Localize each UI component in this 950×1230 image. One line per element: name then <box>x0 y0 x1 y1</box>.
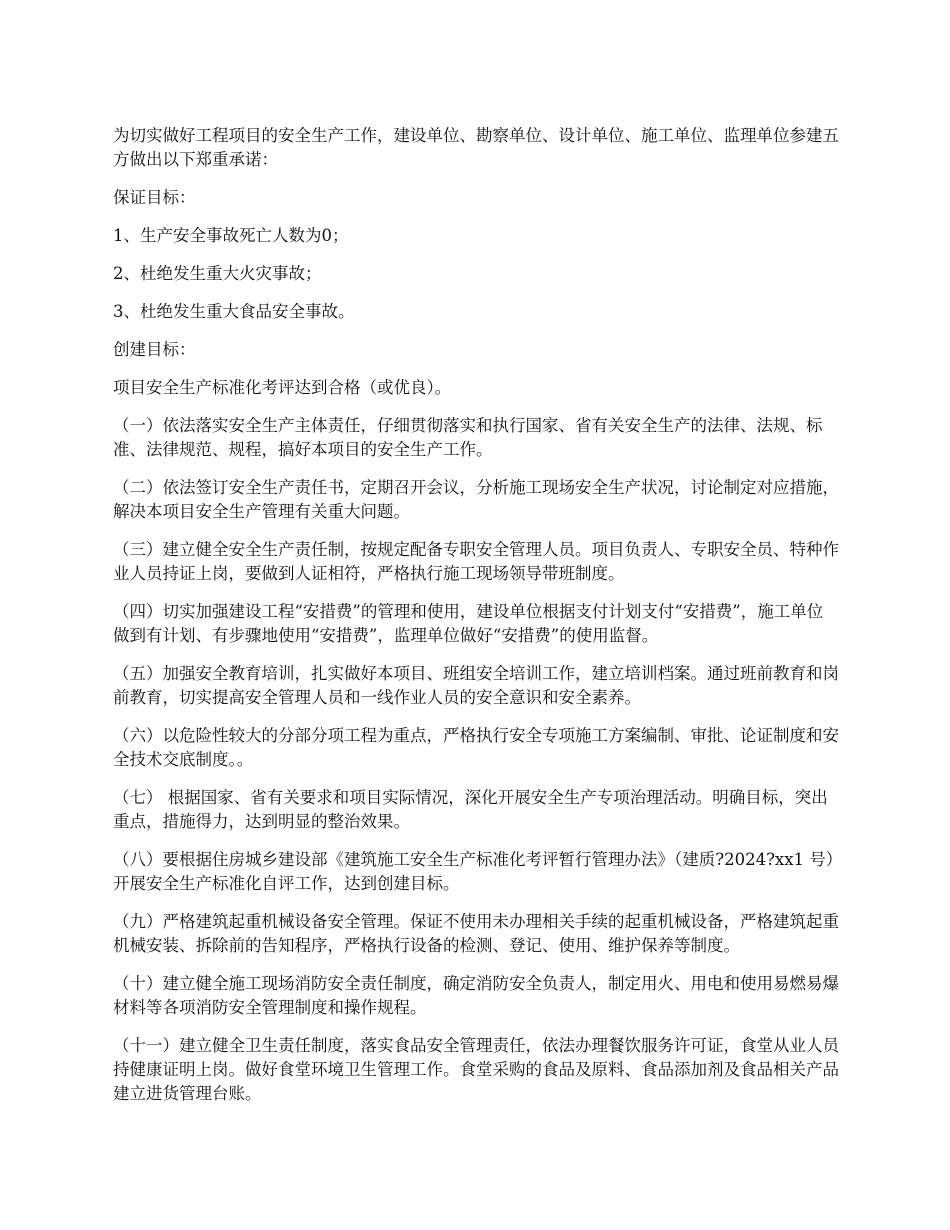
creation-goals-heading: 创建目标： <box>113 340 196 359</box>
document-body <box>113 124 839 1120</box>
clause-10: （十）建立健全施工现场消防安全责任制度，确定消防安全负责人，制定用火、用电和使用易燃易爆材料等各项消防安全管理制度和操作规程。 <box>113 974 839 1017</box>
clause-1: （一）依法落实安全生产主体责任，仔细贯彻落实和执行国家、省有关安全生产的法律、法规、标准、法律规范、规程，搞好本项目的安全生产工作。 <box>113 416 823 459</box>
clause-3: （三）建立健全安全生产责任制，按规定配备专职安全管理人员。项目负责人、专职安全员、特种作业人员持证上岗，要做到人证相符，严格执行施工现场领导带班制度。 <box>113 540 839 583</box>
clause-8: （八）要根据住房城乡建设部《建筑施工安全生产标准化考评暂行管理办法》（建质?2024?xx1 号）开展安全生产标准化自评工作，达到创建目标。 <box>113 850 835 893</box>
clause-7: （七） 根据国家、省有关要求和项目实际情况，深化开展安全生产专项治理活动。明确目标，突出重点，措施得力，达到明显的整治效果。 <box>113 788 828 831</box>
goal-item-3: 3、杜绝发生重大食品安全事故。 <box>113 302 355 321</box>
guarantee-goals-heading: 保证目标： <box>113 188 196 207</box>
clause-6: （六）以危险性较大的分部分项工程为重点，严格执行安全专项施工方案编制、审批、论证制度和安全技术交底制度。。 <box>113 726 839 769</box>
creation-goal-text: 项目安全生产标准化考评达到合格（或优良）。 <box>113 378 452 397</box>
clause-4: （四）切实加强建设工程“安措费”的管理和使用，建设单位根据支付计划支付“安措费”，施工单位做到有计划、有步骤地使用“安措费”，监理单位做好“安措费”的使用监督。 <box>113 602 824 645</box>
clause-2: （二）依法签订安全生产责任书，定期召开会议，分析施工现场安全生产状况，讨论制定对应措施，解决本项目安全生产管理有关重大问题。 <box>113 478 839 521</box>
clause-11: （十一）建立健全卫生责任制度，落实食品安全管理责任，依法办理餐饮服务许可证，食堂从业人员持健康证明上岗。做好食堂环境卫生管理工作。食堂采购的食品及原料、食品添加剂及食品相关产品建立进货管理台账。 <box>113 1036 839 1103</box>
goal-item-2: 2、杜绝发生重大火灾事故； <box>113 264 322 283</box>
intro-paragraph: 为切实做好工程项目的安全生产工作，建设单位、勘察单位、设计单位、施工单位、监理单位参建五方做出以下郑重承诺： <box>113 126 839 169</box>
goal-item-1: 1、生产安全事故死亡人数为0； <box>113 226 349 245</box>
clause-5: （五）加强安全教育培训，扎实做好本项目、班组安全培训工作，建立培训档案。通过班前教育和岗前教育，切实提高安全管理人员和一线作业人员的安全意识和安全素养。 <box>113 664 839 707</box>
clause-9: （九）严格建筑起重机械设备安全管理。保证不使用未办理相关手续的起重机械设备，严格建筑起重机械安装、拆除前的告知程序，严格执行设备的检测、登记、使用、维护保养等制度。 <box>113 912 839 955</box>
